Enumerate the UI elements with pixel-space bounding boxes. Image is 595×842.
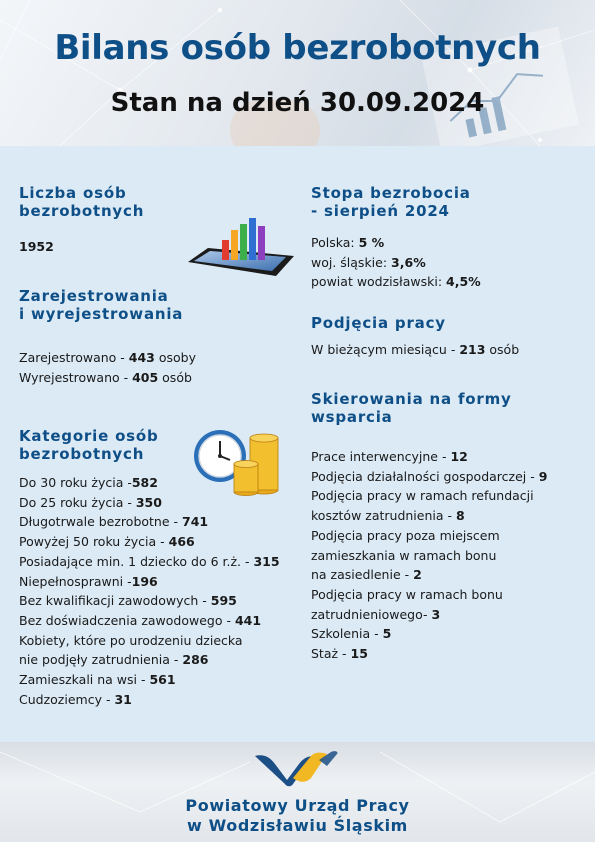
skierowania-heading-line-2: wsparcia bbox=[311, 408, 393, 426]
skierowania-item bbox=[311, 585, 503, 605]
kategorie-item bbox=[19, 473, 158, 493]
stopa-item bbox=[311, 233, 384, 253]
kategorie-heading-line-2: bezrobotnych bbox=[19, 445, 145, 463]
tablet-chart-icon bbox=[184, 216, 296, 288]
kategorie-item bbox=[19, 650, 208, 670]
stopa-item-value: 3,6% bbox=[391, 254, 426, 270]
podjecia-line: W bieżącym miesiącu - 213 osób bbox=[311, 342, 520, 357]
skierowania-item-label: Podjęcia działalności gospodarczej - bbox=[311, 468, 539, 484]
organization-name-line-1: Powiatowy Urząd Pracy bbox=[185, 796, 410, 815]
zarejestrowano-line: Zarejestrowano - 443 osoby bbox=[19, 350, 196, 365]
liczba-heading-line-1: Liczba osób bbox=[19, 184, 127, 202]
skierowania-item-label: Staż - bbox=[311, 646, 351, 661]
kategorie-item-label: Powyżej 50 roku życia - bbox=[19, 534, 169, 550]
stopa-item-value: 5 % bbox=[358, 235, 385, 250]
skierowania-item-value: 5 bbox=[382, 626, 392, 642]
liczba-heading bbox=[19, 184, 144, 220]
skierowania-item-value: 15 bbox=[350, 646, 368, 661]
kategorie-item-label: Niepełnosprawni - bbox=[19, 573, 132, 589]
skierowania-item bbox=[311, 526, 500, 546]
kategorie-item-value: 286 bbox=[182, 652, 209, 668]
stopa-heading-line-1: Stopa bezrobocia bbox=[311, 184, 471, 202]
skierowania-item-label: zamieszkania w ramach bonu bbox=[311, 547, 497, 563]
skierowania-item bbox=[311, 447, 468, 467]
content-panel bbox=[0, 146, 595, 742]
stopa-item-label: Polska: bbox=[311, 235, 359, 250]
skierowania-item bbox=[311, 644, 368, 664]
kategorie-item bbox=[19, 591, 237, 611]
footer-banner bbox=[0, 742, 595, 842]
skierowania-item-label: Szkolenia - bbox=[311, 626, 383, 642]
kategorie-item-value: 31 bbox=[114, 691, 132, 707]
skierowania-heading-line-1: Skierowania na formy bbox=[311, 390, 512, 408]
stopa-item-label: powiat wodzisławski: bbox=[311, 274, 447, 290]
kategorie-item-value: 561 bbox=[149, 672, 176, 687]
skierowania-heading bbox=[311, 390, 512, 426]
podjecia-heading: Podjęcia pracy bbox=[311, 314, 446, 332]
kategorie-item bbox=[19, 552, 280, 572]
kategorie-item bbox=[19, 532, 195, 552]
stopa-item-value: 4,5% bbox=[446, 274, 481, 290]
kategorie-heading-line-1: Kategorie osób bbox=[19, 427, 159, 445]
stopa-item bbox=[311, 272, 481, 292]
stopa-item bbox=[311, 253, 426, 273]
kategorie-item-value: 315 bbox=[253, 553, 280, 569]
stopa-item-label: woj. śląskie: bbox=[311, 254, 392, 270]
organization-name-line-2: w Wodzisławiu Śląskim bbox=[187, 816, 408, 835]
skierowania-item-value: 12 bbox=[450, 449, 468, 464]
zarejestrowania-heading bbox=[19, 287, 183, 323]
zarejestrowania-heading-line-2: i wyrejestrowania bbox=[19, 305, 184, 323]
liczba-heading-line-2: bezrobotnych bbox=[19, 202, 145, 220]
kategorie-item-label: Bez doświadczenia zawodowego - bbox=[19, 612, 235, 628]
kategorie-item bbox=[19, 631, 243, 651]
kategorie-item bbox=[19, 572, 158, 592]
wyrejestrowano-line: Wyrejestrowano - 405 osób bbox=[19, 370, 192, 385]
kategorie-item-label: Bez kwalifikacji zawodowych - bbox=[19, 593, 211, 609]
kategorie-item-label: Kobiety, które po urodzeniu dziecka bbox=[19, 632, 243, 648]
clock-coins-icon bbox=[192, 424, 284, 496]
kategorie-item-label: Do 25 roku życia - bbox=[19, 494, 136, 510]
page-title: Bilans osób bezrobotnych bbox=[54, 28, 541, 68]
kategorie-item-value: 595 bbox=[210, 593, 237, 609]
liczba-value: 1952 bbox=[19, 239, 54, 254]
kategorie-item-label: Do 30 roku życia - bbox=[19, 475, 132, 490]
network-lines-decoration bbox=[0, 0, 595, 146]
pup-logo-icon bbox=[253, 748, 339, 788]
kategorie-item bbox=[19, 670, 176, 690]
skierowania-item bbox=[311, 565, 422, 585]
kategorie-item-label: Długotrwale bezrobotne - bbox=[19, 514, 182, 530]
page-subtitle: Stan na dzień 30.09.2024 bbox=[110, 88, 485, 118]
header-banner bbox=[0, 0, 595, 146]
kategorie-item-label: Posiadające min. 1 dziecko do 6 r.ż. - bbox=[19, 553, 254, 569]
skierowania-item-label: na zasiedlenie - bbox=[311, 567, 414, 583]
organization-name bbox=[0, 796, 595, 836]
skierowania-item bbox=[311, 467, 547, 487]
stopa-heading-line-2: - sierpień 2024 bbox=[311, 202, 450, 220]
kategorie-item-value: 741 bbox=[182, 514, 209, 530]
skierowania-item bbox=[311, 546, 496, 566]
kategorie-item-label: Cudzoziemcy - bbox=[19, 691, 115, 707]
kategorie-item bbox=[19, 690, 132, 710]
kategorie-item-label: nie podjęły zatrudnienia - bbox=[19, 652, 183, 668]
stopa-heading bbox=[311, 184, 471, 220]
skierowania-item-label: Podjęcia pracy w ramach bonu bbox=[311, 586, 503, 602]
kategorie-item-value: 441 bbox=[234, 612, 262, 628]
kategorie-item-value: 582 bbox=[131, 475, 158, 490]
kategorie-item bbox=[19, 493, 162, 513]
skierowania-item-label: Podjęcia pracy poza miejscem bbox=[311, 527, 500, 543]
kategorie-item bbox=[19, 512, 208, 532]
skierowania-item-value: 3 bbox=[431, 606, 441, 622]
skierowania-item bbox=[311, 506, 465, 526]
skierowania-item bbox=[311, 486, 534, 506]
skierowania-item-label: Prace interwencyjne - bbox=[311, 449, 451, 464]
skierowania-item-value: 9 bbox=[538, 468, 548, 484]
skierowania-item-value: 8 bbox=[455, 508, 465, 524]
skierowania-item bbox=[311, 605, 440, 625]
kategorie-item-value: 350 bbox=[135, 494, 162, 510]
skierowania-item-label: kosztów zatrudnienia - bbox=[311, 508, 456, 524]
skierowania-item bbox=[311, 624, 391, 644]
zarejestrowania-heading-line-1: Zarejestrowania bbox=[19, 287, 169, 305]
skierowania-item-value: 2 bbox=[413, 567, 422, 583]
kategorie-item bbox=[19, 611, 261, 631]
kategorie-item-value: 196 bbox=[131, 573, 158, 589]
skierowania-item-label: zatrudnieniowego- bbox=[311, 606, 432, 622]
kategorie-heading bbox=[19, 427, 159, 463]
kategorie-item-value: 466 bbox=[168, 534, 195, 550]
skierowania-item-label: Podjęcia pracy w ramach refundacji bbox=[311, 488, 534, 504]
kategorie-item-label: Zamieszkali na wsi - bbox=[19, 672, 150, 687]
